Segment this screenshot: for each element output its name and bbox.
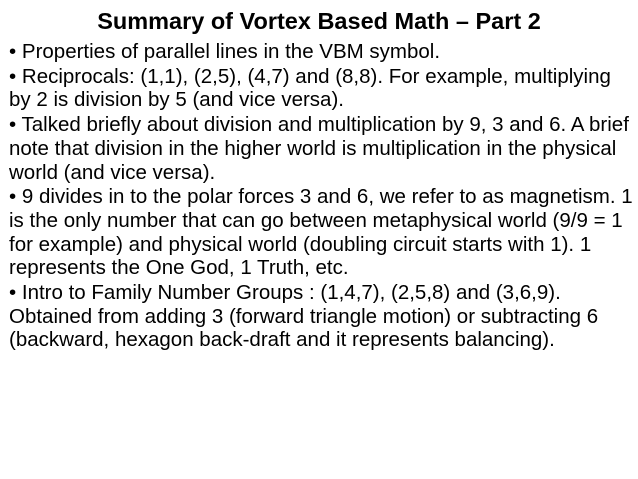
- bullet-text: Intro to Family Number Groups : (1,4,7), (2,5,8) and (3,6,9). Obtained from adding 3 (forward triangle motion) or subtracting 6 (backward, hexagon back-draft and it represents balancing).: [9, 281, 599, 352]
- bullet-item: [9, 281, 634, 352]
- bullet-item: [9, 65, 634, 112]
- bullet-marker: •: [9, 40, 17, 63]
- bullet-marker: •: [9, 64, 17, 88]
- bullet-marker: •: [9, 185, 17, 209]
- slide-title: Summary of Vortex Based Math – Part 2: [97, 8, 541, 34]
- bullet-item: [9, 185, 634, 280]
- bullet-text: 9 divides in to the polar forces 3 and 6, we refer to as magnetism. 1 is the only number that can go between metaphysical world (9/9 = 1 for example) and physical world (doubling circuit starts with 1). 1 represents the One God, 1 Truth, etc.: [9, 185, 633, 280]
- bullet-item: [9, 113, 634, 184]
- bullet-list: [9, 40, 634, 353]
- bullet-text: Properties of parallel lines in the VBM symbol.: [21, 40, 441, 63]
- bullet-marker: •: [9, 281, 17, 305]
- bullet-text: Reciprocals: (1,1), (2,5), (4,7) and (8,8). For example, multiplying by 2 is division by 5 (and vice versa).: [9, 64, 611, 112]
- bullet-item: [9, 40, 634, 64]
- bullet-text: Talked briefly about division and multiplication by 9, 3 and 6. A brief note that division in the higher world is multiplication in the physical world (and vice versa).: [9, 113, 629, 184]
- bullet-marker: •: [9, 113, 17, 137]
